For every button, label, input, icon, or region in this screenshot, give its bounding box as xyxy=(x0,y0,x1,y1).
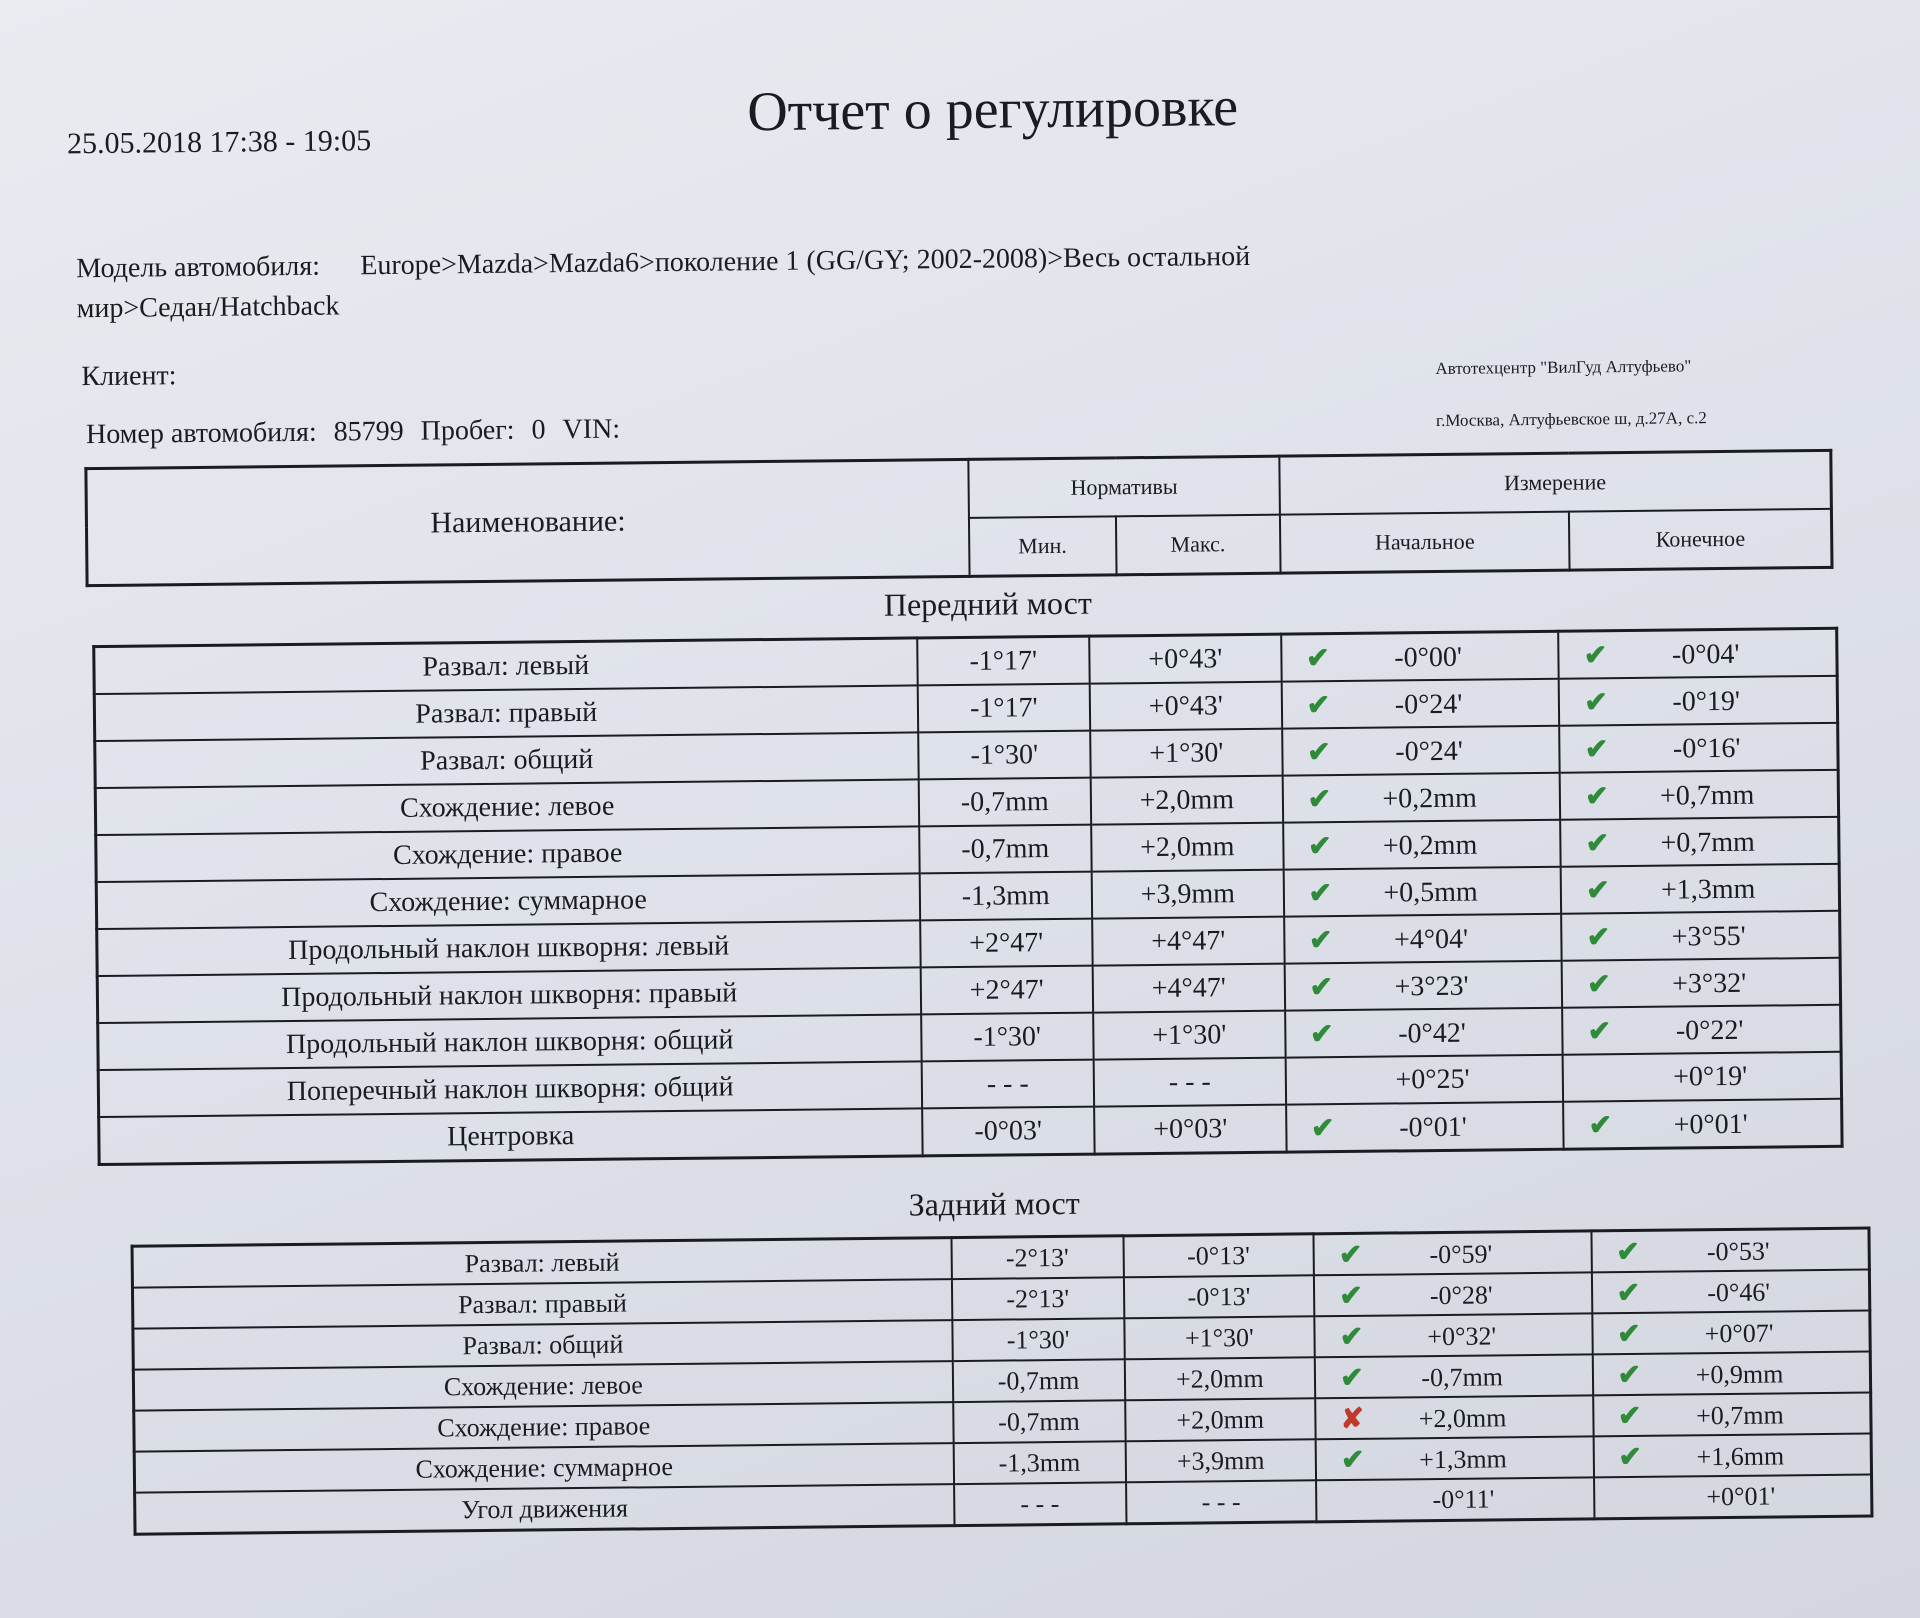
norm-max: +0°03' xyxy=(1094,1105,1286,1155)
check-icon: ✔ xyxy=(1339,1321,1364,1353)
header-initial: Начальное xyxy=(1280,512,1570,574)
initial-measurement xyxy=(1281,631,1559,681)
model-label: Модель автомобиля: xyxy=(76,250,321,285)
parameter-name: Продольный наклон шкворня: общий xyxy=(98,1014,921,1070)
cross-icon: ✘ xyxy=(1340,1403,1365,1435)
norm-min: - - - xyxy=(954,1482,1126,1525)
final-measurement-value: +0,7mm xyxy=(1695,1399,1784,1430)
header-name: Наименование: xyxy=(86,459,970,585)
final-measurement-value: +1,6mm xyxy=(1696,1440,1785,1471)
final-measurement xyxy=(1560,770,1839,820)
parameter-name: Схождение: правое xyxy=(134,1402,954,1452)
initial-measurement-value: +2,0mm xyxy=(1418,1402,1507,1433)
norm-max: +0°43' xyxy=(1090,682,1282,731)
norm-min: -0,7mm xyxy=(919,825,1092,874)
model-value-continued: мир>Седан/Hatchback xyxy=(76,290,340,325)
final-measurement xyxy=(1559,676,1838,726)
parameter-name: Развал: общий xyxy=(133,1320,953,1370)
parameter-name: Схождение: левое xyxy=(95,779,918,835)
check-icon: ✔ xyxy=(1616,1277,1641,1309)
norm-min: -2°13' xyxy=(951,1236,1123,1279)
norm-min: -1°17' xyxy=(917,636,1090,685)
parameter-name: Центровка xyxy=(99,1108,922,1164)
final-measurement-value: -0°16' xyxy=(1672,732,1741,765)
report-title: Отчет о регулировке xyxy=(746,76,1239,144)
final-measurement-value: +0°19' xyxy=(1672,1060,1748,1093)
check-icon: ✔ xyxy=(1339,1280,1363,1312)
check-icon: ✔ xyxy=(1309,971,1334,1003)
final-measurement xyxy=(1562,1005,1841,1055)
header-max: Макс. xyxy=(1115,515,1280,575)
initial-measurement-value: +0,5mm xyxy=(1383,876,1478,909)
norm-min: -1°30' xyxy=(921,1013,1094,1062)
parameter-name: Схождение: правое xyxy=(96,826,919,882)
check-icon: ✔ xyxy=(1307,783,1332,815)
norm-min: - - - xyxy=(921,1060,1094,1109)
check-icon: ✔ xyxy=(1305,642,1330,674)
norm-max: +3,9mm xyxy=(1092,870,1284,919)
initial-measurement-value: +0°32' xyxy=(1427,1320,1497,1351)
initial-measurement-value: -0°42' xyxy=(1398,1017,1467,1049)
norm-max: - - - xyxy=(1094,1058,1286,1107)
initial-measurement xyxy=(1316,1477,1594,1521)
norm-max: +2,0mm xyxy=(1091,823,1283,872)
report-date-range: 25.05.2018 17:38 - 19:05 xyxy=(66,124,372,161)
client-label: Клиент: xyxy=(81,360,177,393)
table-header xyxy=(84,449,1833,587)
parameter-name: Продольный наклон шкворня: левый xyxy=(97,920,920,976)
mileage-value: 0 xyxy=(531,414,546,446)
check-icon: ✔ xyxy=(1618,1441,1643,1473)
shop-name: Автотехцентр "ВилГуд Алтуфьево" xyxy=(1435,356,1692,378)
initial-measurement-value: +3°23' xyxy=(1394,970,1469,1002)
final-measurement-value: +3°32' xyxy=(1671,967,1747,1000)
check-icon: ✔ xyxy=(1587,968,1611,1000)
check-icon: ✔ xyxy=(1308,877,1333,909)
check-icon: ✔ xyxy=(1588,1109,1613,1141)
parameter-name: Развал: общий xyxy=(95,732,918,788)
norm-min: -1,3mm xyxy=(953,1441,1125,1484)
final-measurement xyxy=(1593,1433,1871,1477)
norm-min: -0°03' xyxy=(922,1107,1095,1156)
final-measurement xyxy=(1593,1392,1871,1436)
norm-min: -0,7mm xyxy=(918,778,1091,827)
norm-max: +1°30' xyxy=(1124,1316,1315,1359)
norm-min: -0,7mm xyxy=(952,1359,1124,1402)
final-measurement xyxy=(1591,1270,1869,1314)
initial-measurement xyxy=(1285,1055,1563,1105)
norm-max: +0°43' xyxy=(1089,634,1281,684)
final-measurement xyxy=(1592,1351,1870,1395)
header-norms: Нормативы xyxy=(968,456,1279,518)
initial-measurement-value: -0°01' xyxy=(1399,1111,1467,1143)
initial-measurement xyxy=(1281,679,1559,729)
check-icon: ✔ xyxy=(1306,689,1331,721)
final-measurement-value: -0°04' xyxy=(1671,638,1740,671)
initial-measurement xyxy=(1315,1354,1593,1398)
final-measurement xyxy=(1559,723,1838,773)
check-icon: ✔ xyxy=(1584,733,1609,765)
final-measurement-value: +0°07' xyxy=(1704,1318,1774,1348)
final-measurement xyxy=(1561,911,1840,961)
initial-measurement-value: +0°25' xyxy=(1395,1063,1470,1095)
check-icon: ✔ xyxy=(1583,639,1608,671)
final-measurement-value: +0°01' xyxy=(1673,1108,1748,1141)
check-icon: ✔ xyxy=(1339,1362,1364,1394)
initial-measurement xyxy=(1285,1008,1563,1058)
initial-measurement-value: +0,2mm xyxy=(1382,829,1478,862)
norm-min: -0,7mm xyxy=(953,1400,1125,1443)
front-axle-table xyxy=(92,627,1843,1166)
header-measurement: Измерение xyxy=(1279,450,1831,514)
final-measurement-value: -0°53' xyxy=(1706,1236,1770,1266)
initial-measurement-value: +4°04' xyxy=(1393,923,1469,955)
norm-max: +2,0mm xyxy=(1124,1357,1315,1400)
norm-max: +4°47' xyxy=(1092,917,1284,966)
initial-measurement xyxy=(1282,726,1560,776)
norm-min: -2°13' xyxy=(952,1277,1124,1320)
check-icon: ✔ xyxy=(1617,1400,1642,1432)
initial-measurement xyxy=(1314,1272,1592,1316)
rear-axle-table xyxy=(131,1226,1874,1535)
parameter-name: Схождение: левое xyxy=(133,1361,953,1411)
initial-measurement-value: -0°24' xyxy=(1394,688,1463,720)
initial-measurement xyxy=(1286,1102,1564,1152)
norm-min: +2°47' xyxy=(920,966,1093,1015)
parameter-name: Схождение: суммарное xyxy=(134,1443,954,1493)
parameter-name: Поперечный наклон шкворня: общий xyxy=(98,1061,921,1117)
final-measurement-value: -0°22' xyxy=(1675,1014,1744,1047)
check-icon: ✔ xyxy=(1616,1318,1641,1350)
parameter-name: Развал: левый xyxy=(94,638,917,694)
norm-max: +4°47' xyxy=(1093,964,1285,1013)
final-measurement xyxy=(1563,1099,1842,1149)
final-measurement-value: +0,7mm xyxy=(1659,779,1755,812)
initial-measurement xyxy=(1283,867,1561,917)
final-measurement-value: +0,9mm xyxy=(1695,1358,1784,1389)
initial-measurement xyxy=(1282,773,1560,823)
norm-min: -1°17' xyxy=(917,684,1090,733)
initial-measurement-value: +0,2mm xyxy=(1382,782,1477,815)
check-icon: ✔ xyxy=(1306,736,1331,768)
norm-min: +2°47' xyxy=(920,919,1093,968)
check-icon: ✔ xyxy=(1585,780,1609,812)
front-axle-title: Передний мост xyxy=(883,584,1093,623)
initial-measurement xyxy=(1284,914,1562,964)
final-measurement xyxy=(1562,958,1841,1008)
norm-max: - - - xyxy=(1126,1480,1317,1523)
initial-measurement-value: -0°28' xyxy=(1429,1279,1493,1310)
check-icon: ✔ xyxy=(1308,924,1333,956)
final-measurement-value: +3°55' xyxy=(1671,920,1746,953)
initial-measurement-value: +1,3mm xyxy=(1419,1443,1507,1474)
initial-measurement-value: -0,7mm xyxy=(1421,1361,1504,1392)
norm-max: +2,0mm xyxy=(1125,1398,1316,1441)
initial-measurement-value: -0°59' xyxy=(1429,1238,1493,1269)
check-icon: ✔ xyxy=(1309,1018,1334,1050)
final-measurement xyxy=(1558,628,1837,678)
vin-label: VIN: xyxy=(562,413,621,446)
initial-measurement xyxy=(1315,1313,1593,1357)
norm-max: +1°30' xyxy=(1090,729,1282,778)
final-measurement-value: -0°19' xyxy=(1672,685,1741,718)
final-measurement-value: -0°46' xyxy=(1707,1277,1771,1307)
check-icon: ✔ xyxy=(1586,921,1611,953)
norm-max: +2,0mm xyxy=(1091,776,1283,825)
final-measurement xyxy=(1592,1311,1870,1355)
parameter-name: Продольный наклон шкворня: правый xyxy=(97,967,920,1023)
initial-measurement xyxy=(1284,961,1562,1011)
car-info-line xyxy=(86,413,630,451)
shop-address: г.Москва, Алтуфьевское ш, д.27А, с.2 xyxy=(1435,408,1707,430)
check-icon: ✔ xyxy=(1617,1359,1642,1391)
check-icon: ✔ xyxy=(1585,827,1610,859)
norm-min: -1,3mm xyxy=(919,872,1092,921)
rear-axle-title: Задний мост xyxy=(908,1184,1080,1223)
final-measurement xyxy=(1563,1052,1842,1102)
model-value: Europe>Mazda>Mazda6>поколение 1 (GG/GY; 2002-2008)>Весь остальной xyxy=(360,240,1251,282)
check-icon: ✔ xyxy=(1587,1015,1612,1047)
parameter-name: Развал: правый xyxy=(94,685,917,741)
norm-max: -0°13' xyxy=(1123,1275,1314,1318)
parameter-name: Схождение: суммарное xyxy=(96,873,919,929)
norm-min: -1°30' xyxy=(918,731,1091,780)
initial-measurement xyxy=(1316,1436,1594,1480)
final-measurement xyxy=(1591,1228,1869,1272)
check-icon: ✔ xyxy=(1340,1444,1365,1476)
initial-measurement-value: -0°00' xyxy=(1394,641,1463,673)
initial-measurement xyxy=(1315,1395,1593,1439)
check-icon: ✔ xyxy=(1616,1236,1640,1268)
final-measurement-value: +1,3mm xyxy=(1660,873,1756,906)
initial-measurement-value: -0°24' xyxy=(1395,735,1464,767)
check-icon: ✔ xyxy=(1584,686,1608,718)
final-measurement xyxy=(1594,1474,1872,1518)
parameter-name: Развал: левый xyxy=(132,1238,952,1288)
mileage-label: Пробег: xyxy=(420,414,515,447)
car-number-value: 85799 xyxy=(333,415,404,448)
final-measurement-value: +0,7mm xyxy=(1660,826,1756,859)
final-measurement-value: +0°01' xyxy=(1706,1481,1776,1511)
norm-max: +3,9mm xyxy=(1125,1439,1316,1482)
header-final: Конечное xyxy=(1569,509,1832,570)
car-number-label: Номер автомобиля: xyxy=(85,416,317,451)
parameter-name: Угол движения xyxy=(135,1484,955,1534)
final-measurement xyxy=(1561,864,1840,914)
norm-max: +1°30' xyxy=(1093,1011,1285,1060)
initial-measurement-value: -0°11' xyxy=(1432,1483,1495,1514)
initial-measurement xyxy=(1283,820,1561,870)
norm-min: -1°30' xyxy=(952,1318,1124,1361)
final-measurement xyxy=(1560,817,1839,867)
header-min: Мин. xyxy=(969,516,1116,576)
initial-measurement xyxy=(1314,1231,1592,1275)
check-icon: ✔ xyxy=(1338,1239,1363,1271)
parameter-name: Развал: правый xyxy=(132,1279,952,1329)
check-icon: ✔ xyxy=(1310,1112,1335,1144)
check-icon: ✔ xyxy=(1307,830,1332,862)
check-icon: ✔ xyxy=(1586,874,1610,906)
norm-max: -0°13' xyxy=(1123,1234,1314,1277)
